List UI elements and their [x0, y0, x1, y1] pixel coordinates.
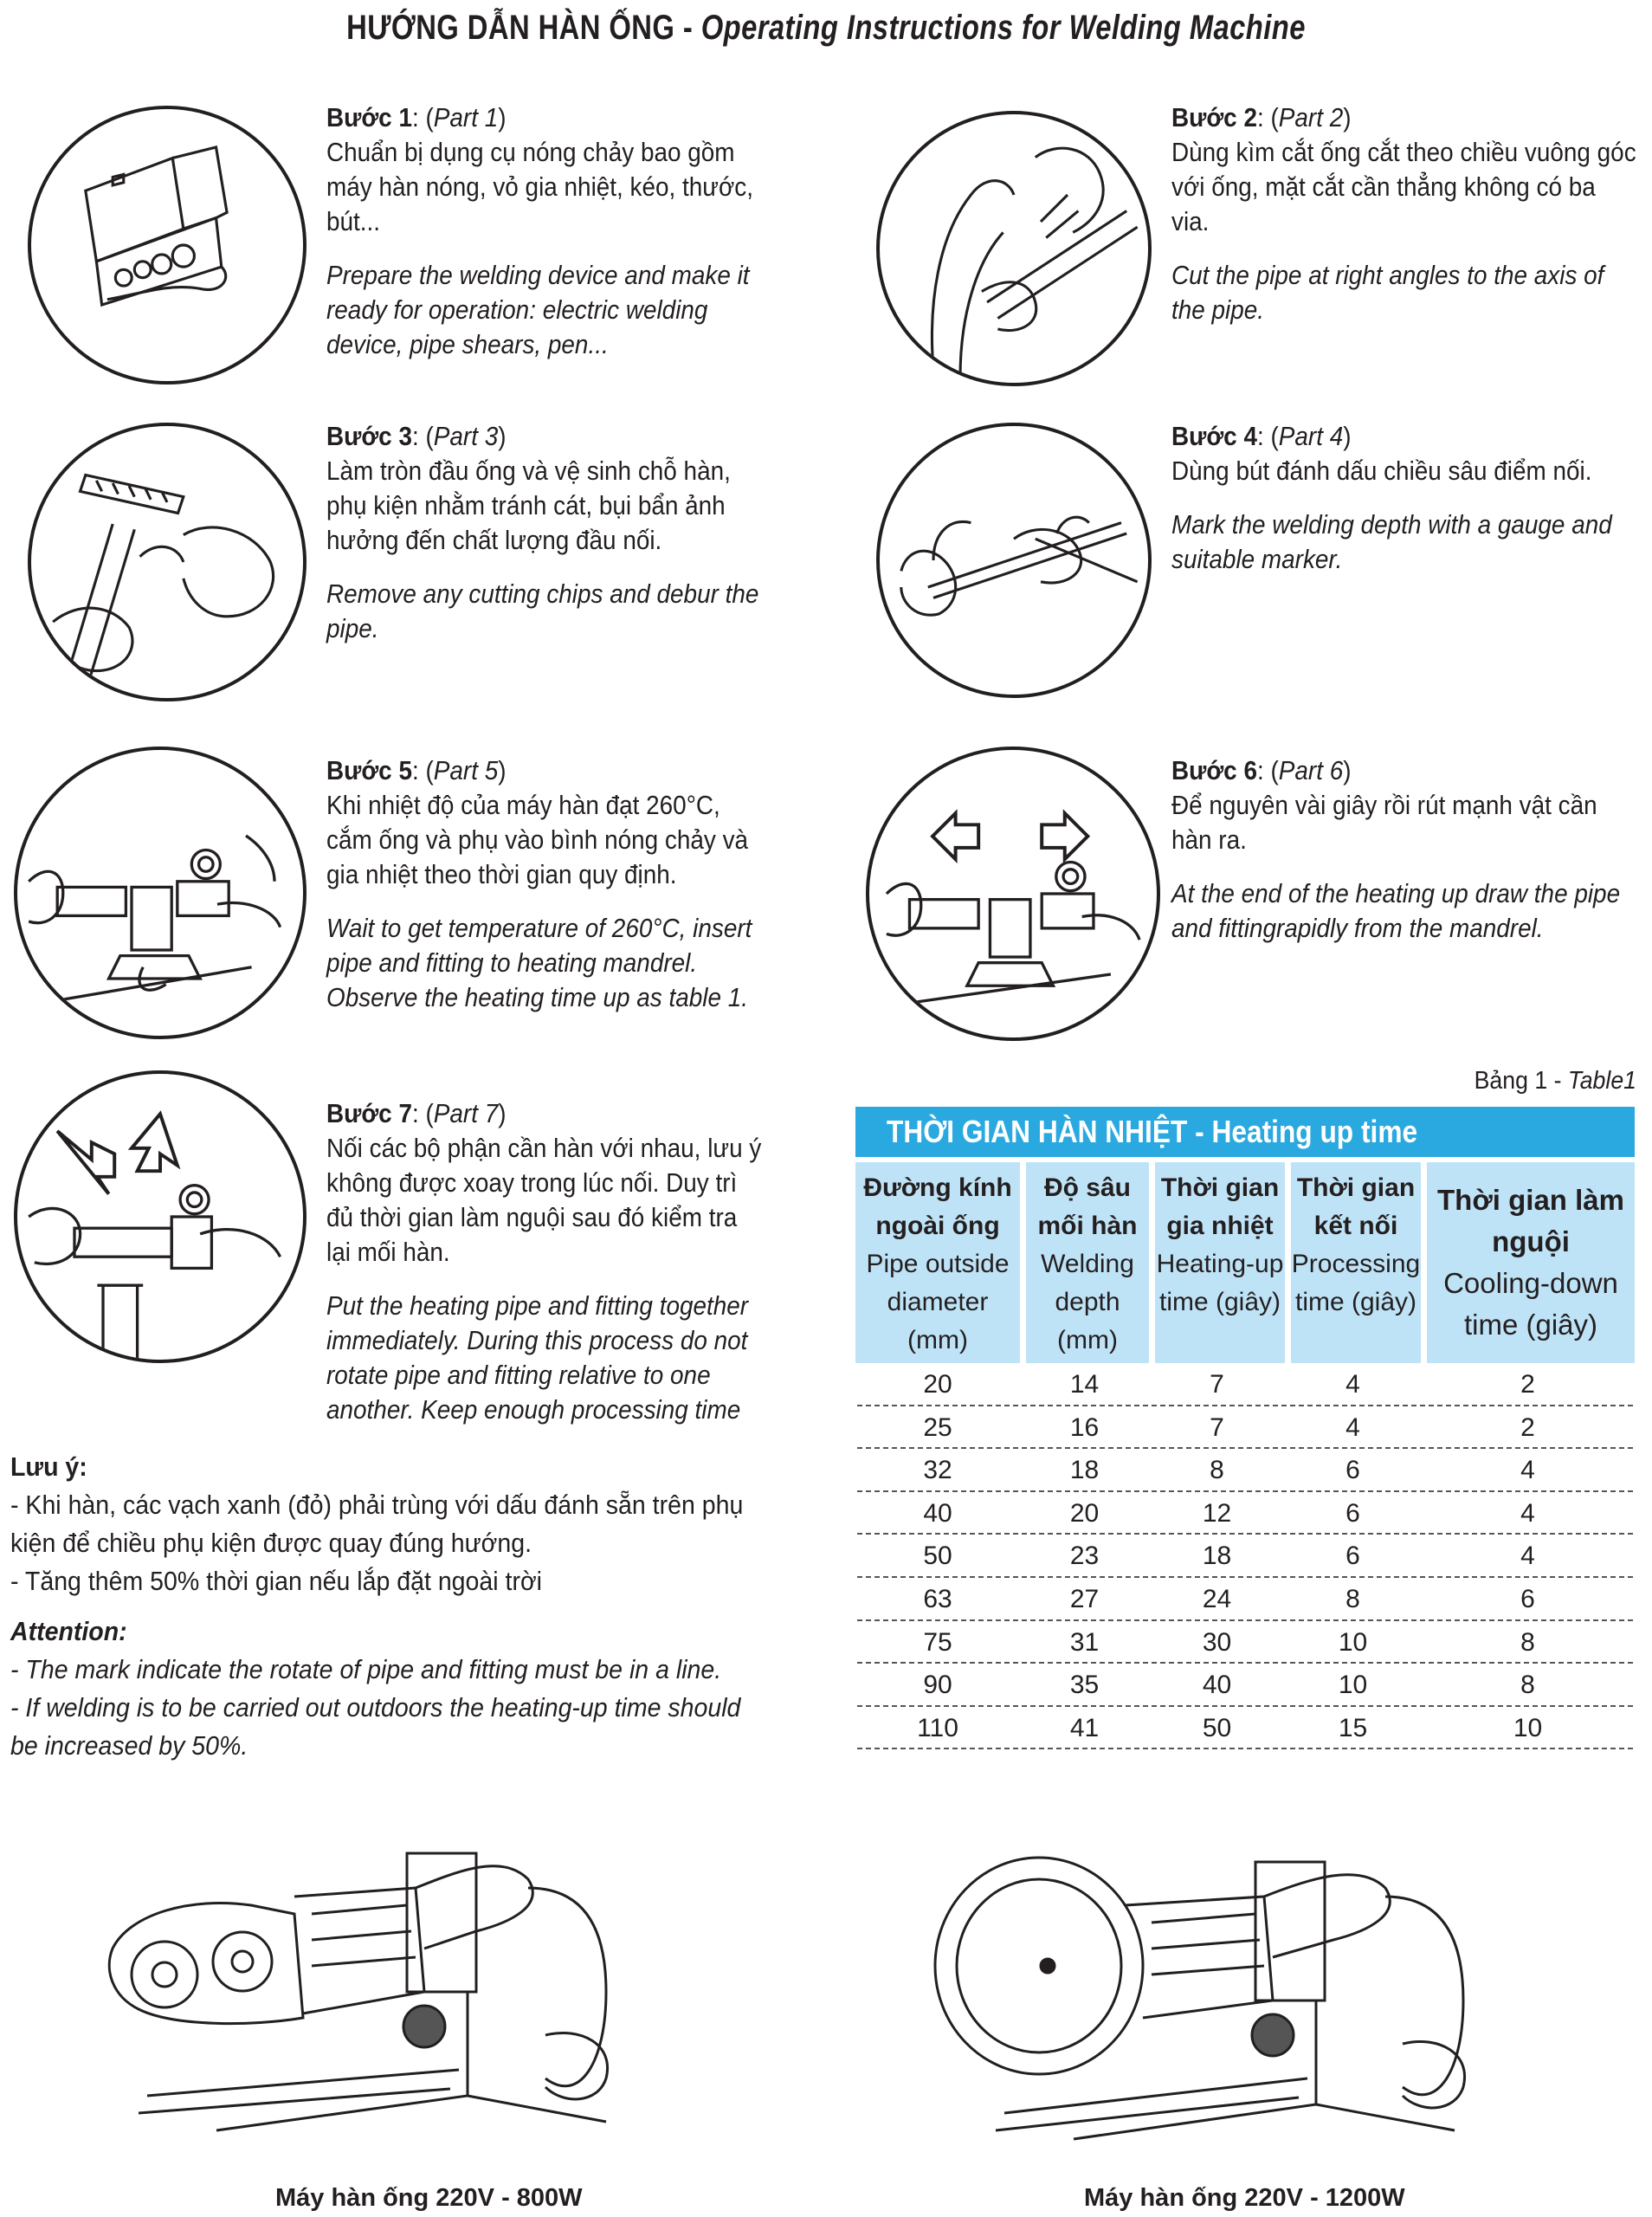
step-5-heading: Bước 5: (Part 5): [326, 755, 507, 785]
step-1-part: Part 1: [433, 102, 499, 133]
note-en-line-1: - The mark indicate the rotate of pipe and fitting must be in a line.: [10, 1654, 722, 1684]
step-4-heading: Bước 4: (Part 4): [1171, 421, 1352, 451]
table-title-text: THỜI GIAN HÀN NHIỆT - Heating up time: [887, 1114, 1418, 1149]
step-5-vi: Khi nhiệt độ của máy hàn đạt 260°C, cắm ống và phụ vào bình nóng chảy và gia nhiệt theo thời gian quy định.: [326, 790, 749, 889]
title-vi: HƯỚNG DẪN HÀN ỐNG: [346, 9, 675, 47]
table-cell: 4: [1520, 1542, 1535, 1571]
title-separator: -: [674, 9, 701, 47]
table-row: [855, 1363, 1635, 1406]
table-cell: 10: [1338, 1627, 1368, 1657]
table-row: [855, 1535, 1635, 1578]
step-1-vi: Chuẩn bị dụng cụ nóng chảy bao gồm máy hàn nóng, vỏ gia nhiệt, kéo, thước, bút...: [326, 137, 753, 236]
table-cell: 63: [923, 1585, 952, 1613]
table-row: [855, 1621, 1635, 1664]
step-7-label: Bước 7: [326, 1098, 412, 1128]
table-cell: 18: [1202, 1542, 1232, 1571]
machine-1200w-caption: Máy hàn ống 220V - 1200W: [1084, 2184, 1405, 2212]
step-7-part: Part 7: [433, 1098, 499, 1128]
table-header-heating: [1155, 1162, 1285, 1363]
header-depth-en: Welding depth (mm): [1041, 1250, 1134, 1354]
step-2-heading: Bước 2: (Part 2): [1171, 102, 1352, 133]
step-3-heading: Bước 3: (Part 3): [326, 421, 507, 451]
table-cell: 4: [1345, 1412, 1360, 1442]
table-cell: 90: [923, 1671, 952, 1700]
table-header-diameter: [855, 1162, 1020, 1363]
step-2-en: Cut the pipe at right angles to the axis of the pipe.: [1171, 260, 1604, 325]
step-4-vi: Dùng bút đánh dấu chiều sâu điểm nối.: [1171, 456, 1592, 486]
table-header-depth: [1026, 1162, 1149, 1363]
table-row: [855, 1492, 1635, 1535]
step-6-label: Bước 6: [1171, 755, 1257, 785]
step-2-illustration: [876, 111, 1152, 386]
table-cell: 30: [1202, 1627, 1232, 1657]
header-diameter-vi: Đường kính ngoài ống: [863, 1173, 1012, 1240]
table-cell: 4: [1520, 1498, 1535, 1528]
table-cell: 8: [1520, 1627, 1535, 1657]
step-2: [1171, 100, 1639, 327]
step-4-en: Mark the welding depth with a gauge and suitable marker.: [1171, 509, 1612, 574]
note-en-line-2: - If welding is to be carried out outdoors the heating-up time should be increased by 50%.: [10, 1692, 741, 1761]
table-cell: 4: [1520, 1456, 1535, 1485]
table-cell: 20: [1069, 1498, 1100, 1528]
table-cell: 4: [1345, 1370, 1360, 1399]
table-cell: 50: [923, 1542, 952, 1571]
header-heating-vi: Thời gian gia nhiệt: [1160, 1173, 1280, 1240]
table-cell: 20: [923, 1370, 952, 1399]
table-cell: 6: [1345, 1498, 1360, 1528]
table-header-processing: [1291, 1162, 1421, 1363]
step-5-illustration: [14, 747, 307, 1039]
header-cooling-en: Cooling-down time (giây): [1443, 1267, 1618, 1341]
table-cell: 7: [1210, 1412, 1224, 1442]
step-2-part: Part 2: [1278, 102, 1344, 133]
table-cell: 27: [1069, 1585, 1100, 1613]
step-2-vi: Dùng kìm cắt ống cắt theo chiều vuông góc với ống, mặt cắt cần thẳng không có ba via.: [1171, 137, 1636, 236]
table-cell: 75: [923, 1627, 952, 1657]
step-3-en: Remove any cutting chips and debur the pipe.: [326, 578, 759, 643]
machine-1200w-illustration: [926, 1810, 1567, 2174]
step-7: [326, 1096, 763, 1427]
table-row: [855, 1664, 1635, 1707]
table-cell: 32: [923, 1456, 952, 1485]
step-6-part: Part 6: [1278, 755, 1344, 785]
table-cell: 16: [1069, 1412, 1100, 1442]
step-7-illustration: [14, 1070, 307, 1363]
row-divider: [857, 1748, 1633, 1749]
step-1-illustration: [28, 106, 307, 385]
table-cell: 110: [917, 1713, 958, 1742]
header-cooling-vi: Thời gian làm nguội: [1437, 1184, 1624, 1257]
step-6-en: At the end of the heating up draw the pipe and fittingrapidly from the mandrel.: [1171, 878, 1621, 943]
step-3-illustration: [28, 423, 307, 701]
table-cell: 35: [1069, 1671, 1100, 1700]
table-cell: 14: [1069, 1370, 1100, 1399]
table-cell: 7: [1210, 1370, 1224, 1399]
table-cell: 6: [1520, 1585, 1535, 1613]
table-header: [855, 1162, 1635, 1363]
table-cell: 23: [1069, 1542, 1100, 1571]
table-cell: 40: [1202, 1671, 1232, 1700]
table-row: [855, 1406, 1635, 1450]
step-3-label: Bước 3: [326, 421, 412, 451]
table-cell: 25: [923, 1412, 952, 1442]
step-3-part: Part 3: [433, 421, 499, 451]
step-1-en: Prepare the welding device and make it ready for operation: electric welding device, pipe shears, pen...: [326, 260, 750, 359]
table-cell: 31: [1069, 1627, 1100, 1657]
machine-800w-caption: Máy hàn ống 220V - 800W: [275, 2184, 583, 2212]
notes: [10, 1448, 759, 1765]
step-5-en: Wait to get temperature of 260°C, insert pipe and fitting to heating mandrel. Observe the heating time up as table 1.: [326, 913, 752, 1012]
table-cell: 15: [1338, 1713, 1368, 1742]
step-3-vi: Làm tròn đầu ống và vệ sinh chỗ hàn, phụ kiện nhằm tránh cát, bụi bẩn ảnh hưởng đến chất lượng đầu nối.: [326, 456, 731, 555]
header-depth-vi: Độ sâu mối hàn: [1037, 1173, 1138, 1240]
step-7-vi: Nối các bộ phận cần hàn với nhau, lưu ý không được xoay trong lúc nối. Duy trì đủ thời gian làm nguội sau đó kiểm tra lại mối hàn.: [326, 1133, 762, 1267]
step-1-heading: Bước 1: (Part 1): [326, 102, 507, 133]
step-7-en: Put the heating pipe and fitting together immediately. During this process do not rotate pipe and fitting relative to one another. Keep enough processing time: [326, 1290, 749, 1425]
step-6: [1171, 753, 1639, 946]
table-caption-vi: Bảng 1 -: [1474, 1067, 1568, 1095]
table-cell: 2: [1520, 1370, 1535, 1399]
table-cell: 41: [1069, 1713, 1100, 1742]
header-heating-en: Heating-up time (giây): [1156, 1250, 1284, 1316]
table-cell: 6: [1345, 1542, 1360, 1571]
table-row: [855, 1449, 1635, 1492]
table-header-cooling: [1427, 1162, 1635, 1363]
table-cell: 2: [1520, 1412, 1535, 1442]
table-cell: 10: [1513, 1713, 1543, 1742]
step-6-illustration: [866, 747, 1160, 1041]
step-5-part: Part 5: [433, 755, 499, 785]
table-cell: 18: [1069, 1456, 1100, 1485]
table-cell: 8: [1345, 1585, 1360, 1613]
step-2-label: Bước 2: [1171, 102, 1257, 133]
header-processing-en: Processing time (giây): [1291, 1250, 1421, 1316]
table-cell: 8: [1520, 1671, 1535, 1700]
step-6-vi: Để nguyên vài giây rồi rút mạnh vật cần hàn ra.: [1171, 790, 1597, 855]
table-cell: 8: [1210, 1456, 1224, 1485]
table-row: [855, 1578, 1635, 1621]
step-7-heading: Bước 7: (Part 7): [326, 1098, 507, 1128]
table-cell: 40: [923, 1498, 952, 1528]
table-cell: 50: [1202, 1713, 1232, 1742]
page-title: [149, 9, 1504, 48]
step-4-label: Bước 4: [1171, 421, 1257, 451]
table-title: [855, 1107, 1635, 1157]
step-5: [326, 753, 763, 1015]
note-vi-line-2: - Tăng thêm 50% thời gian nếu lắp đặt ngoài trời: [10, 1566, 542, 1596]
table-cell: 24: [1202, 1585, 1232, 1613]
step-4: [1171, 419, 1639, 577]
step-4-part: Part 4: [1278, 421, 1344, 451]
table-caption-en: Table1: [1567, 1067, 1636, 1095]
note-vi-line-1: - Khi hàn, các vạch xanh (đỏ) phải trùng với dấu đánh sẵn trên phụ kiện để chiều phụ kiện được quay đúng hướng.: [10, 1490, 744, 1558]
table-caption: [1358, 1067, 1636, 1096]
machine-800w-illustration: [95, 1819, 701, 2165]
step-3: [326, 419, 763, 646]
header-processing-vi: Thời gian kết nối: [1296, 1173, 1416, 1240]
step-1-label: Bước 1: [326, 102, 412, 133]
step-4-illustration: [876, 423, 1152, 698]
header-diameter-en: Pipe outside diameter (mm): [866, 1250, 1010, 1354]
table-cell: 10: [1338, 1671, 1368, 1700]
title-en: Operating Instructions for Welding Machine: [700, 9, 1306, 47]
table-row: [855, 1707, 1635, 1750]
step-1: [326, 100, 763, 362]
note-heading-en: Attention:: [10, 1616, 127, 1646]
step-5-label: Bước 5: [326, 755, 412, 785]
table-cell: 12: [1202, 1498, 1232, 1528]
step-6-heading: Bước 6: (Part 6): [1171, 755, 1352, 785]
table-cell: 6: [1345, 1456, 1360, 1485]
note-heading-vi: Lưu ý:: [10, 1451, 87, 1482]
